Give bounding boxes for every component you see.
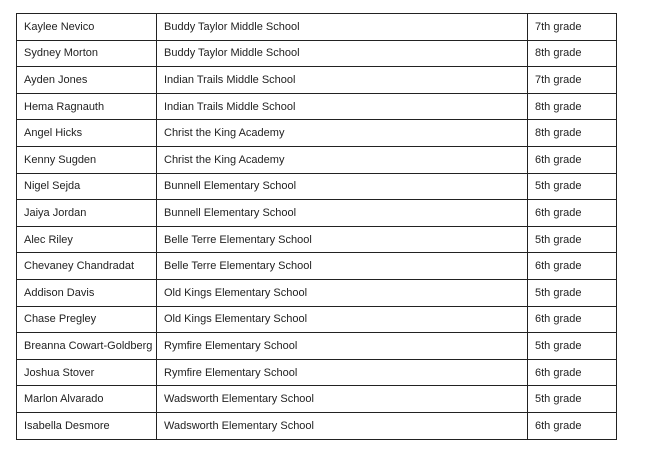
student-name-cell: Ayden Jones xyxy=(17,67,157,94)
school-cell: Old Kings Elementary School xyxy=(157,306,528,333)
student-name-cell: Angel Hicks xyxy=(17,120,157,147)
school-cell: Belle Terre Elementary School xyxy=(157,226,528,253)
student-name-cell: Isabella Desmore xyxy=(17,412,157,439)
school-cell: Buddy Taylor Middle School xyxy=(157,14,528,41)
grade-cell: 6th grade xyxy=(528,200,617,227)
student-name-cell: Hema Ragnauth xyxy=(17,93,157,120)
table-row xyxy=(17,412,617,439)
school-cell: Wadsworth Elementary School xyxy=(157,386,528,413)
student-name-cell: Addison Davis xyxy=(17,279,157,306)
student-name-cell: Chevaney Chandradat xyxy=(17,253,157,280)
grade-cell: 6th grade xyxy=(528,306,617,333)
student-name-cell: Alec Riley xyxy=(17,226,157,253)
student-name-cell: Kenny Sugden xyxy=(17,146,157,173)
student-name-cell: Breanna Cowart-Goldberg xyxy=(17,333,157,360)
student-name-cell: Joshua Stover xyxy=(17,359,157,386)
grade-cell: 8th grade xyxy=(528,93,617,120)
student-name-cell: Sydney Morton xyxy=(17,40,157,67)
student-name-cell: Chase Pregley xyxy=(17,306,157,333)
student-name-cell: Jaiya Jordan xyxy=(17,200,157,227)
table-row xyxy=(17,279,617,306)
table-row xyxy=(17,253,617,280)
grade-cell: 7th grade xyxy=(528,67,617,94)
school-cell: Rymfire Elementary School xyxy=(157,333,528,360)
school-cell: Indian Trails Middle School xyxy=(157,67,528,94)
school-cell: Christ the King Academy xyxy=(157,120,528,147)
grade-cell: 8th grade xyxy=(528,120,617,147)
grade-cell: 5th grade xyxy=(528,386,617,413)
roster-table-container xyxy=(16,13,616,440)
table-row xyxy=(17,14,617,41)
table-row xyxy=(17,120,617,147)
table-row xyxy=(17,386,617,413)
table-row xyxy=(17,306,617,333)
table-row xyxy=(17,333,617,360)
grade-cell: 6th grade xyxy=(528,146,617,173)
table-row xyxy=(17,173,617,200)
student-name-cell: Marlon Alvarado xyxy=(17,386,157,413)
school-cell: Belle Terre Elementary School xyxy=(157,253,528,280)
school-cell: Wadsworth Elementary School xyxy=(157,412,528,439)
school-cell: Rymfire Elementary School xyxy=(157,359,528,386)
grade-cell: 5th grade xyxy=(528,173,617,200)
table-row xyxy=(17,67,617,94)
school-cell: Old Kings Elementary School xyxy=(157,279,528,306)
table-row xyxy=(17,146,617,173)
grade-cell: 6th grade xyxy=(528,359,617,386)
grade-cell: 8th grade xyxy=(528,40,617,67)
grade-cell: 7th grade xyxy=(528,14,617,41)
table-row xyxy=(17,226,617,253)
school-cell: Buddy Taylor Middle School xyxy=(157,40,528,67)
grade-cell: 6th grade xyxy=(528,412,617,439)
student-name-cell: Kaylee Nevico xyxy=(17,14,157,41)
grade-cell: 6th grade xyxy=(528,253,617,280)
student-name-cell: Nigel Sejda xyxy=(17,173,157,200)
school-cell: Christ the King Academy xyxy=(157,146,528,173)
school-cell: Indian Trails Middle School xyxy=(157,93,528,120)
grade-cell: 5th grade xyxy=(528,333,617,360)
grade-cell: 5th grade xyxy=(528,279,617,306)
school-cell: Bunnell Elementary School xyxy=(157,200,528,227)
roster-table xyxy=(16,13,617,440)
table-row xyxy=(17,93,617,120)
school-cell: Bunnell Elementary School xyxy=(157,173,528,200)
table-row xyxy=(17,200,617,227)
table-row xyxy=(17,40,617,67)
grade-cell: 5th grade xyxy=(528,226,617,253)
table-row xyxy=(17,359,617,386)
